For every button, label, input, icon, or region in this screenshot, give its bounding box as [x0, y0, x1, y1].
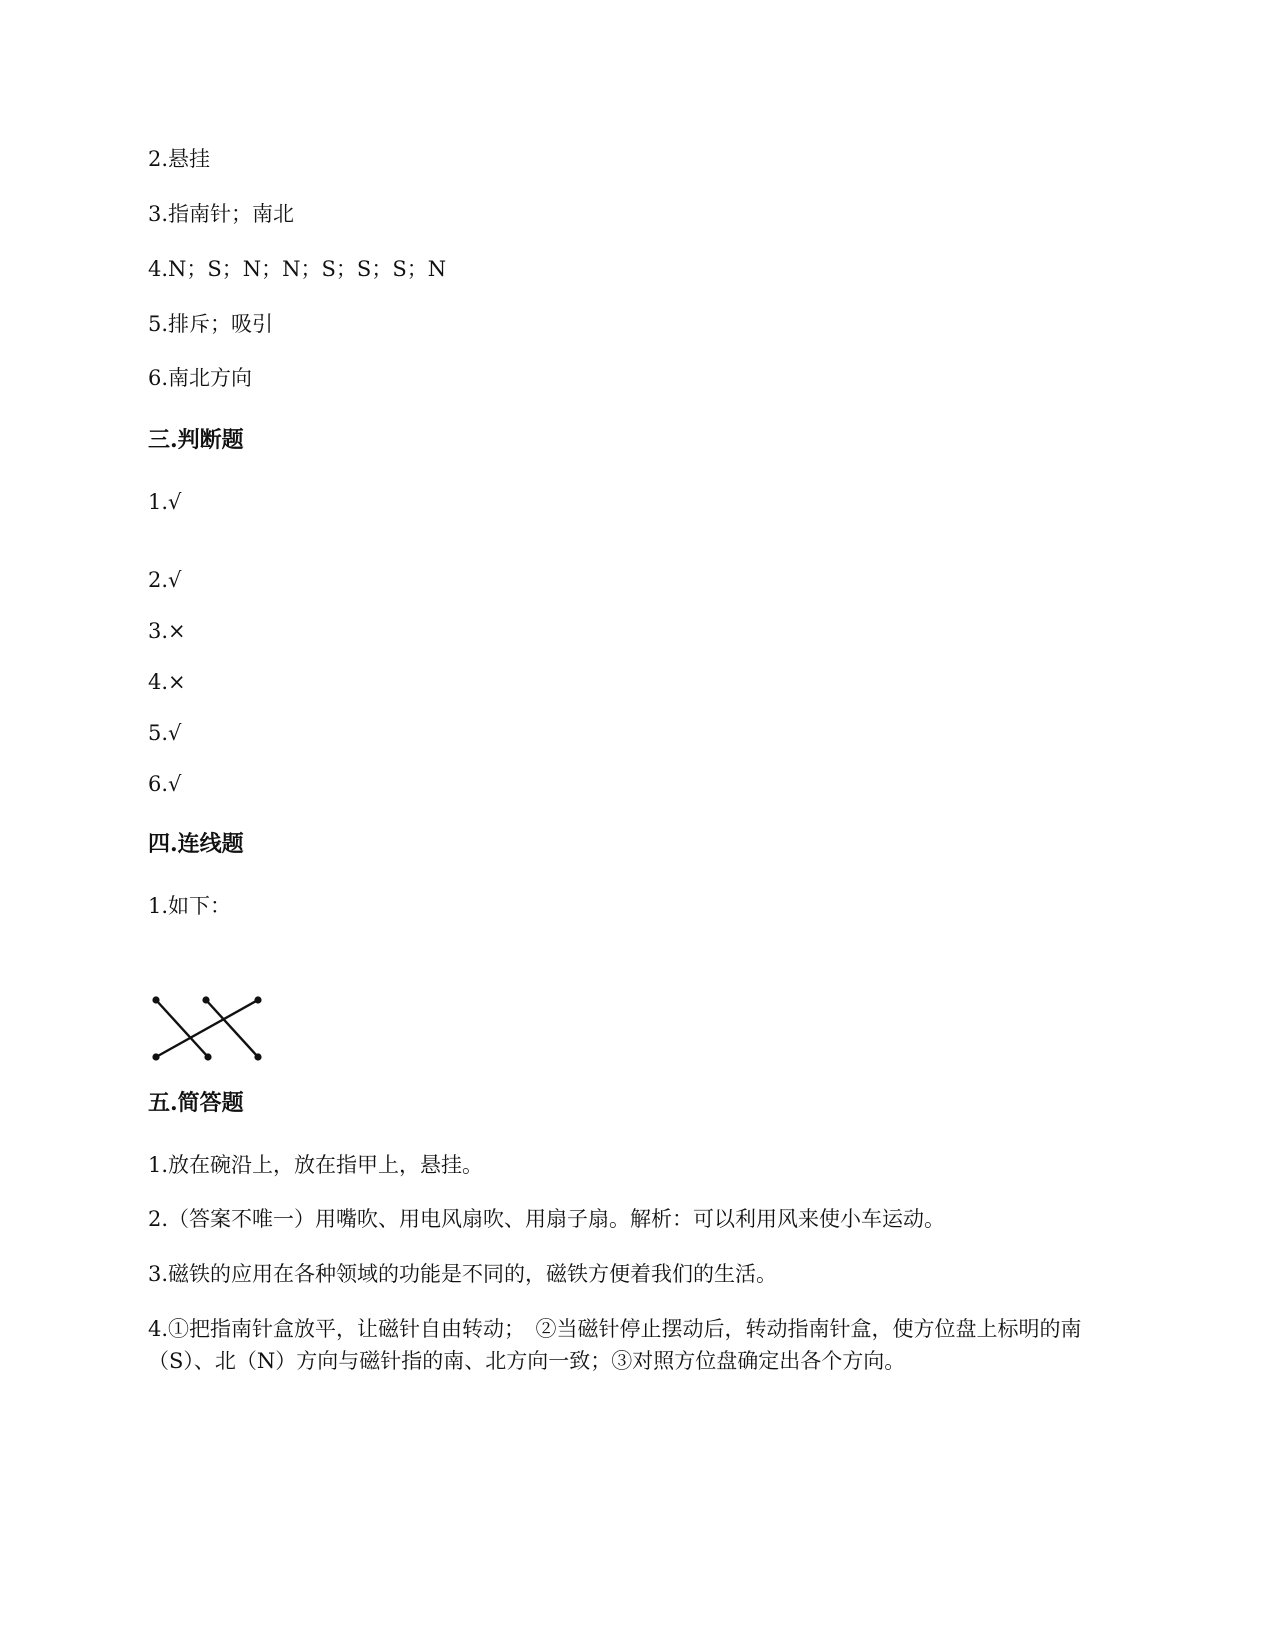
match-line-3 — [156, 1000, 258, 1057]
section-heading-short-answer: 五.简答题 — [148, 1090, 244, 1116]
match-dot-top-3 — [254, 996, 261, 1003]
match-line-1 — [156, 1000, 208, 1057]
short-answer-1: 1.放在碗沿上，放在指甲上，悬挂。 — [148, 1153, 484, 1177]
section-heading-matching: 四.连线题 — [148, 831, 244, 857]
fill-answer-3: 3.指南针；南北 — [148, 202, 295, 226]
match-dot-bottom-1 — [152, 1053, 159, 1060]
judgment-answer-1: 1.√ — [148, 490, 182, 514]
matching-lines-diagram — [148, 990, 278, 1070]
judgment-answer-4: 4.× — [148, 670, 186, 694]
fill-answer-4: 4.N；S；N；N；S；S；S；N — [148, 257, 447, 281]
judgment-answer-6: 6.√ — [148, 772, 182, 796]
fill-answer-5: 5.排斥；吸引 — [148, 312, 274, 336]
fill-answer-6: 6.南北方向 — [148, 366, 253, 390]
judgment-answer-3: 3.× — [148, 619, 186, 643]
short-answer-4: 4.①把指南针盒放平，让磁针自由转动； ②当磁针停止摆动后，转动指南针盒，使方位盘上标明的南（S）、北（N）方向与磁针指的南、北方向一致；③对照方位盘确定出各个方向。 — [148, 1317, 1082, 1373]
match-dot-bottom-3 — [254, 1053, 261, 1060]
judgment-answer-2: 2.√ — [148, 568, 182, 592]
short-answer-3: 3.磁铁的应用在各种领域的功能是不同的，磁铁方便着我们的生活。 — [148, 1262, 778, 1286]
short-answer-2: 2.（答案不唯一）用嘴吹、用电风扇吹、用扇子扇。解析：可以利用风来使小车运动。 — [148, 1207, 946, 1231]
match-dot-top-1 — [152, 996, 159, 1003]
fill-answer-2: 2.悬挂 — [148, 147, 211, 171]
judgment-answer-5: 5.√ — [148, 721, 182, 745]
match-dot-bottom-2 — [204, 1053, 211, 1060]
matching-answer-1: 1.如下： — [148, 894, 232, 918]
match-dot-top-2 — [202, 996, 209, 1003]
match-line-2 — [206, 1000, 258, 1057]
section-heading-judgment: 三.判断题 — [148, 427, 244, 453]
